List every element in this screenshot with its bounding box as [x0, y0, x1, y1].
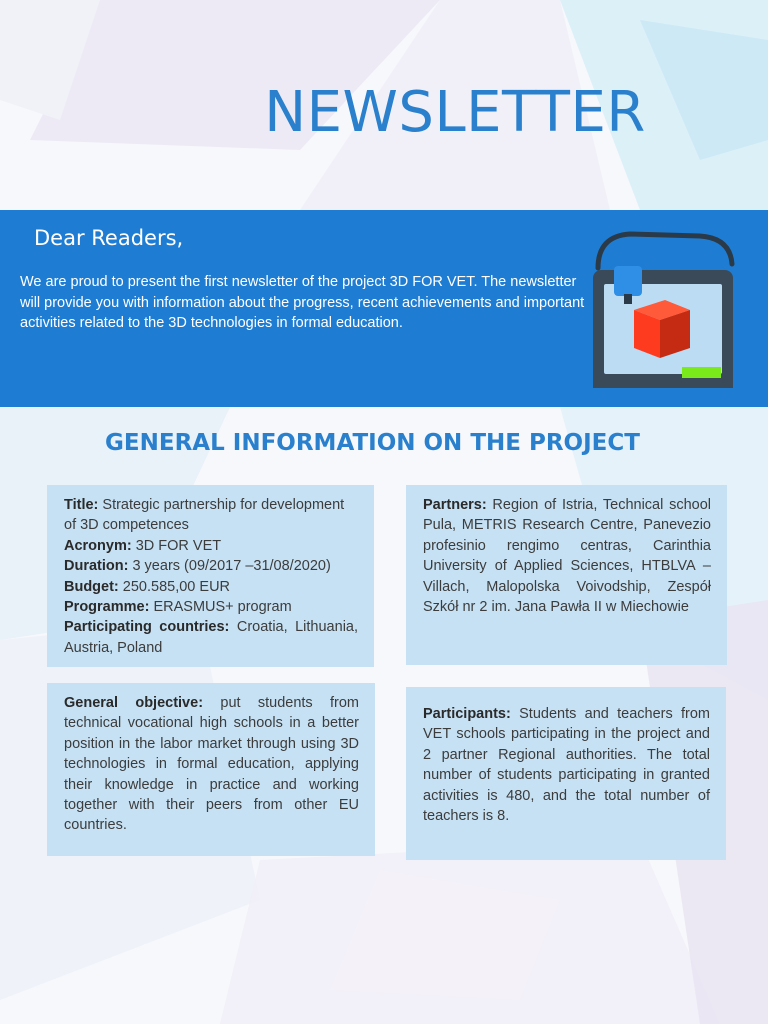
- acronym-value: 3D FOR VET: [135, 537, 222, 554]
- participants-value: Students and teachers from VET schools participating in the project and 2 partner Regional authorities. The total number of students participating in granted activities is 480, and the total number of teachers is 8.: [423, 706, 710, 825]
- title-label: Title:: [64, 497, 99, 513]
- programme-row: [64, 597, 358, 617]
- greeting: Dear Readers,: [34, 226, 184, 250]
- countries-value: Croatia, Lithuania, Austria, Poland: [64, 619, 359, 656]
- budget-row: [64, 577, 358, 597]
- partners-box: [406, 485, 727, 665]
- duration-row: [64, 556, 358, 576]
- duration-value: 3 years (09/2017 –31/08/2020): [132, 558, 331, 575]
- intro-banner: [0, 210, 768, 407]
- section-title: GENERAL INFORMATION ON THE PROJECT: [105, 430, 640, 456]
- countries-row: [64, 617, 358, 658]
- participants-label: Participants:: [423, 706, 511, 722]
- duration-label: Duration:: [64, 558, 129, 575]
- partners-value: Region of Istria, Technical school Pula, METRIS Research Centre, Panevezio profesinio rengimo centras, Carinthia University of Applied Sciences, HTBLVA –Villach, Malopolska Voivodship, Zespół Szkół nr 2 im. Jana Pawła II w Miechowie: [423, 497, 711, 616]
- budget-label: Budget:: [64, 578, 119, 595]
- newsletter-title: NEWSLETTER: [264, 80, 646, 145]
- objective-box: [47, 683, 375, 856]
- budget-value: 250.585,00 EUR: [122, 578, 231, 595]
- programme-value: ERASMUS+ program: [153, 599, 292, 616]
- acronym-label: Acronym:: [64, 537, 132, 554]
- participants-box: [406, 687, 726, 860]
- partners-label: Partners:: [423, 497, 487, 513]
- objective-label: General objective:: [64, 695, 204, 711]
- title-value: Strategic partnership for development of 3D competences: [64, 497, 345, 534]
- programme-label: Programme:: [64, 599, 150, 616]
- title-row: [64, 495, 358, 536]
- objective-value: put students from technical vocational high schools in a better position in the labor market through using 3D technologies in formal education, applying their knowledge in practice and working together with their peers from other EU countries.: [64, 695, 360, 834]
- intro-text: We are proud to present the first newsletter of the project 3D FOR VET. The newsletter will provide you with information about the progress, recent achievements and important activities related to the 3D technologies in formal education.: [20, 274, 585, 331]
- acronym-row: [64, 536, 358, 556]
- 3d-printer-icon: [590, 228, 736, 388]
- project-info-box: [47, 485, 374, 667]
- countries-label: Participating countries:: [64, 619, 230, 636]
